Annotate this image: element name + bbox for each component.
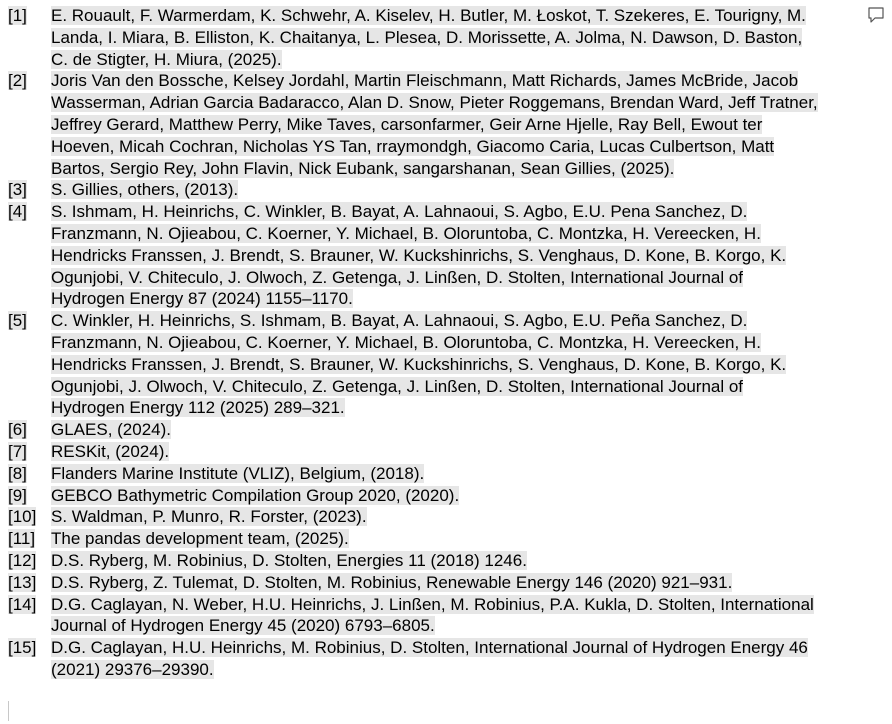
reference-2 — [8, 70, 820, 179]
reference-number: [14] — [8, 594, 37, 614]
reference-number: [2] — [8, 71, 27, 91]
reference-text[interactable]: E. Rouault, F. Warmerdam, K. Schwehr, A. Kiselev, H. Butler, M. Łoskot, T. Szekeres, E. Tourigny, M. Landa, I. Miara, B. Elliston, K. Chaitanya, L. Plesea, D. Morissette, A. Jolma, N. Dawson, D. Baston, C. de Stigter, H. Miura, (2025). — [51, 6, 806, 69]
reference-number: [11] — [8, 529, 36, 549]
reference-6 — [8, 419, 820, 441]
reference-text[interactable]: Joris Van den Bossche, Kelsey Jordahl, Martin Fleischmann, Matt Richards, James McBride, Jacob Wasserman, Adrian Garcia Badaracco, Alan D. Snow, Pieter Roggemans, Brendan Ward, Jeff Tratner, Jeffrey Gerard, Matthew Perry, Mike Taves, carsonfarmer, Geir Arne Hjelle, Ray Bell, Ewout ter Hoeven, Micah Cochran, Nicholas YS Tan, rraymondgh, Giacomo Caria, Lucas Culbertson, Matt Bartos, Sergio Rey, John Flavin, Nick Eubank, sangarshanan, Sean Gillies, (2025). — [51, 71, 818, 178]
reference-text[interactable]: D.S. Ryberg, Z. Tulemat, D. Stolten, M. Robinius, Renewable Energy 146 (2020) 921–931. — [51, 572, 733, 592]
reference-text[interactable]: S. Gillies, others, (2013). — [51, 180, 239, 200]
reference-number: [8] — [8, 463, 27, 483]
reference-number: [10] — [8, 507, 37, 527]
comment-icon[interactable] — [866, 5, 886, 25]
bibliography — [8, 5, 820, 681]
reference-number: [13] — [8, 572, 37, 592]
reference-5 — [8, 310, 820, 419]
reference-13 — [8, 572, 820, 594]
reference-text[interactable]: Flanders Marine Institute (VLIZ), Belgium, (2018). — [51, 463, 425, 483]
reference-11 — [8, 528, 820, 550]
reference-number: [12] — [8, 550, 37, 570]
reference-number: [4] — [8, 202, 27, 222]
reference-14 — [8, 594, 820, 638]
reference-text[interactable]: S. Ishmam, H. Heinrichs, C. Winkler, B. Bayat, A. Lahnaoui, S. Agbo, E.U. Pena Sanchez, D. Franzmann, N. Ojieabou, C. Koerner, Y. Michael, B. Oloruntoba, C. Montzka, H. Vereecken, H. Hendricks Franssen, J. Brendt, S. Brauner, W. Kuckshinrichs, S. Venghaus, D. Kone, B. Korgo, K. Ogunjobi, V. Chiteculo, J. Olwoch, Z. Getenga, J. Linßen, D. Stolten, International Journal of Hydrogen Energy 87 (2024) 1155–1170. — [51, 202, 787, 309]
reference-4 — [8, 201, 820, 310]
reference-number: [15] — [8, 638, 37, 658]
reference-8 — [8, 463, 820, 485]
reference-text[interactable]: D.G. Caglayan, N. Weber, H.U. Heinrichs, J. Linßen, M. Robinius, P.A. Kukla, D. Stolten, International Journal of Hydrogen Energy 45 (2020) 6793–6805. — [51, 594, 814, 636]
reference-12 — [8, 550, 820, 572]
reference-number: [1] — [8, 6, 27, 25]
reference-number: [6] — [8, 420, 27, 440]
reference-7 — [8, 441, 820, 463]
reference-text[interactable]: The pandas development team, (2025). — [51, 529, 349, 549]
reference-text[interactable]: GEBCO Bathymetric Compilation Group 2020, (2020). — [51, 485, 460, 505]
reference-3 — [8, 179, 820, 201]
reference-text[interactable]: S. Waldman, P. Munro, R. Forster, (2023). — [51, 507, 367, 527]
reference-1 — [8, 5, 820, 70]
reference-number: [3] — [8, 180, 27, 200]
reference-9 — [8, 485, 820, 507]
reference-number: [9] — [8, 485, 27, 505]
reference-text[interactable]: GLAES, (2024). — [51, 420, 172, 440]
reference-text[interactable]: D.G. Caglayan, H.U. Heinrichs, M. Robinius, D. Stolten, International Journal of Hydrogen Energy 46 (2021) 29376–29390. — [51, 638, 808, 679]
reference-text[interactable]: D.S. Ryberg, M. Robinius, D. Stolten, Energies 11 (2018) 1246. — [51, 550, 527, 570]
reference-10 — [8, 506, 820, 528]
reference-15 — [8, 637, 820, 681]
reference-text[interactable]: RESKit, (2024). — [51, 441, 170, 461]
text-cursor — [8, 701, 9, 721]
reference-number: [7] — [8, 441, 27, 461]
reference-number: [5] — [8, 311, 27, 331]
reference-text[interactable]: C. Winkler, H. Heinrichs, S. Ishmam, B. Bayat, A. Lahnaoui, S. Agbo, E.U. Peña Sanchez, D. Franzmann, N. Ojieabou, C. Koerner, Y. Michael, B. Oloruntoba, C. Montzka, H. Vereecken, H. Hendricks Franssen, J. Brendt, S. Brauner, W. Kuckshinrichs, S. Venghaus, D. Kone, B. Korgo, K. Ogunjobi, J. Olwoch, V. Chiteculo, Z. Getenga, J. Linßen, D. Stolten, International Journal of Hydrogen Energy 112 (2025) 289–321. — [51, 311, 787, 418]
